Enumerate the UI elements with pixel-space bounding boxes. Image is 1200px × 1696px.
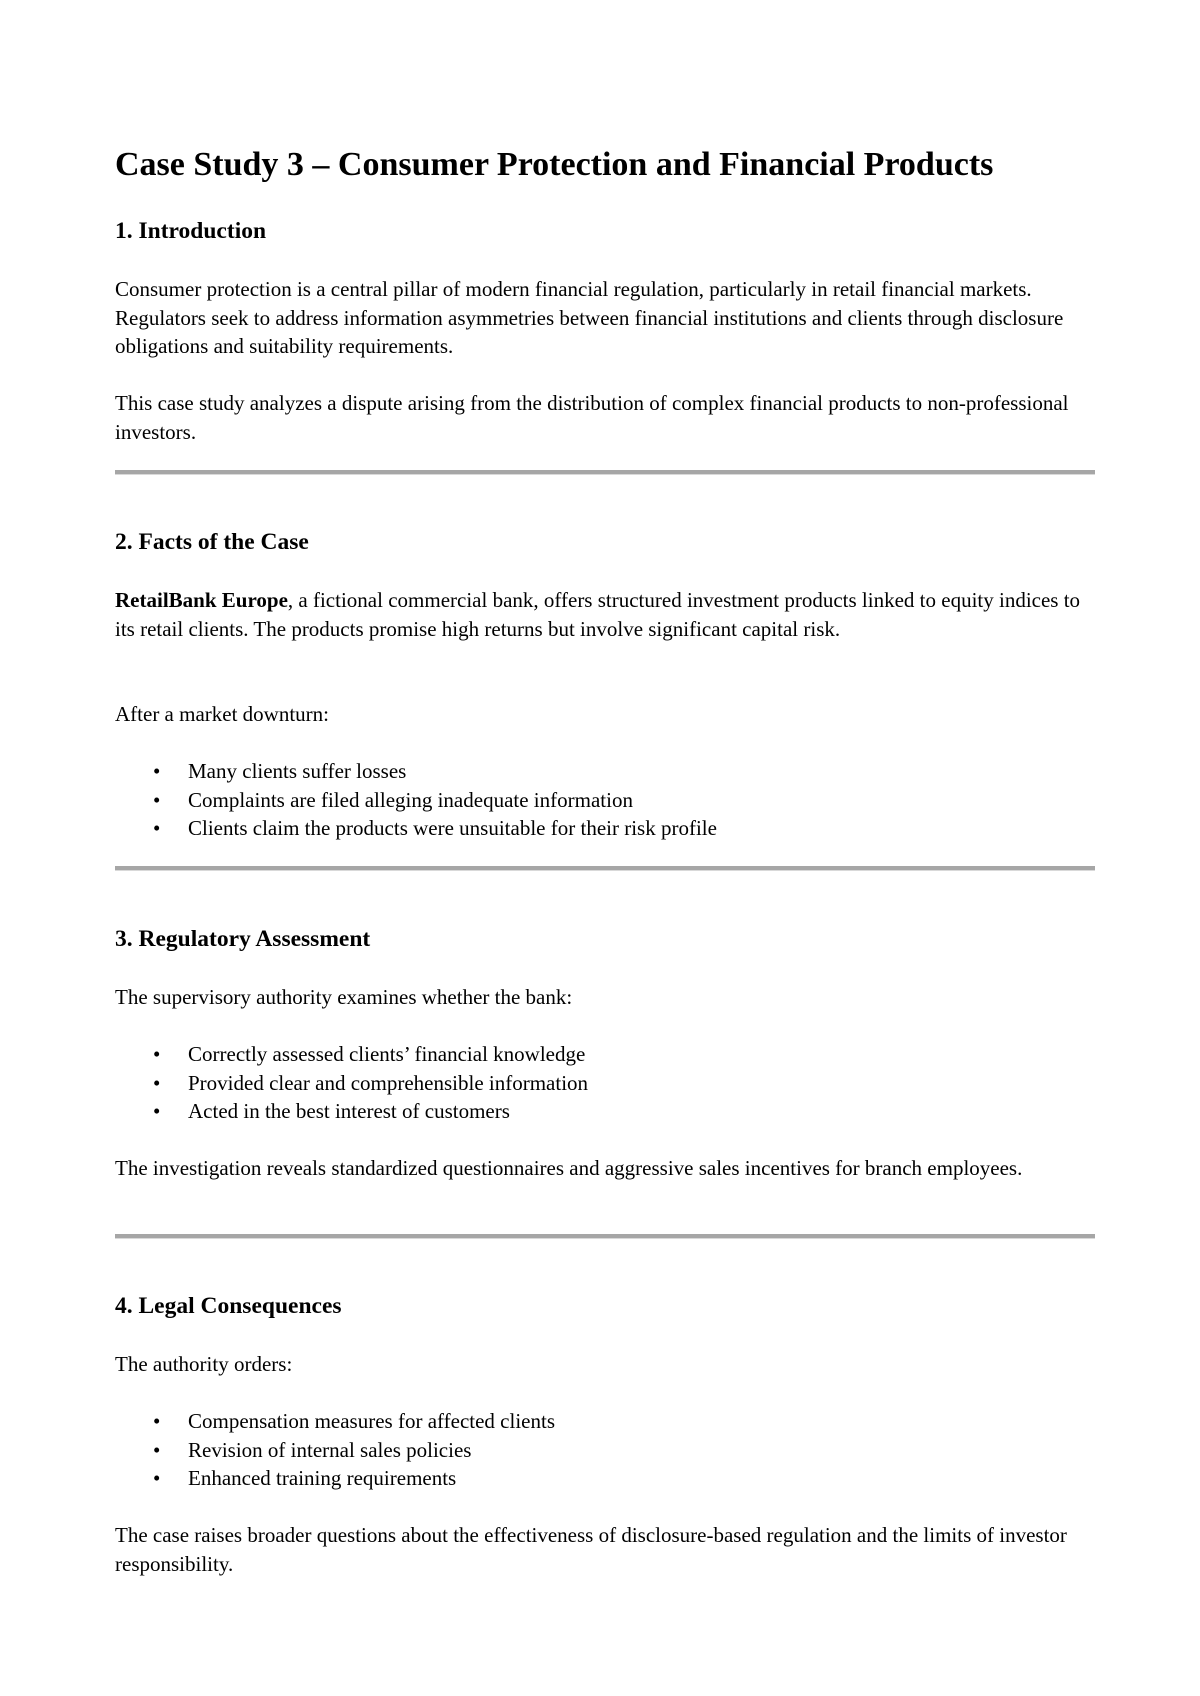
consequences-paragraph-2: The case raises broader questions about the effectiveness of disclosure-based regulation and the limits of investor responsibility. xyxy=(115,1523,1067,1576)
list-item: • Correctly assessed clients’ financial knowledge xyxy=(115,1040,588,1069)
assessment-paragraph-1: The supervisory authority examines whether the bank: xyxy=(115,985,573,1009)
bullet-icon: • xyxy=(153,1409,161,1433)
introduction-paragraph-2: This case study analyzes a dispute arising from the distribution of complex financial products to non-professional investors. xyxy=(115,391,1069,444)
list-item: • Enhanced training requirements xyxy=(115,1464,555,1493)
list-item: • Complaints are filed alleging inadequate information xyxy=(115,786,717,815)
bullet-icon: • xyxy=(153,787,161,812)
section-heading-legal-consequences: 4. Legal Consequences xyxy=(115,1293,342,1319)
consequences-bullet-list xyxy=(115,1407,555,1493)
list-item: • Provided clear and comprehensible information xyxy=(115,1069,588,1098)
bullet-icon: • xyxy=(153,1099,161,1123)
bullet-icon: • xyxy=(153,1070,161,1095)
section-divider xyxy=(115,866,1095,871)
section-divider xyxy=(115,1234,1095,1239)
section-heading-facts: 2. Facts of the Case xyxy=(115,529,309,555)
bullet-icon: • xyxy=(153,1042,161,1066)
section-heading-introduction: 1. Introduction xyxy=(115,218,267,244)
bank-name: RetailBank Europe xyxy=(115,588,288,612)
facts-paragraph-1 xyxy=(115,586,1095,643)
list-item: • Revision of internal sales policies xyxy=(115,1436,555,1465)
consequences-paragraph-1: The authority orders: xyxy=(115,1352,293,1376)
section-heading-regulatory-assessment: 3. Regulatory Assessment xyxy=(115,926,371,952)
assessment-bullet-list xyxy=(115,1040,588,1126)
introduction-paragraph-1: Consumer protection is a central pillar of modern financial regulation, particularly in retail financial markets. Regulators seek to address information asymmetries between financial institutions and clients through disclosure obligations and suitability requirements. xyxy=(115,277,1064,358)
facts-paragraph-2: After a market downturn: xyxy=(115,702,330,726)
list-item: • Many clients suffer losses xyxy=(115,757,717,786)
facts-paragraph-1-text: , a fictional commercial bank, offers structured investment products linked to equity indices to its retail clients. The products promise high returns but involve significant capital risk. xyxy=(115,588,1081,641)
section-divider xyxy=(115,470,1095,475)
bullet-icon: • xyxy=(153,1466,161,1490)
page-title: Case Study 3 – Consumer Protection and Financial Products xyxy=(115,146,994,183)
bullet-icon: • xyxy=(153,816,161,840)
list-item: • Clients claim the products were unsuitable for their risk profile xyxy=(115,814,717,843)
assessment-paragraph-2: The investigation reveals standardized questionnaires and aggressive sales incentives for branch employees. xyxy=(115,1156,1023,1180)
list-item: • Compensation measures for affected clients xyxy=(115,1407,555,1436)
list-item: • Acted in the best interest of customers xyxy=(115,1097,588,1126)
bullet-icon: • xyxy=(153,759,161,783)
bullet-icon: • xyxy=(153,1437,161,1462)
facts-bullet-list xyxy=(115,757,717,843)
